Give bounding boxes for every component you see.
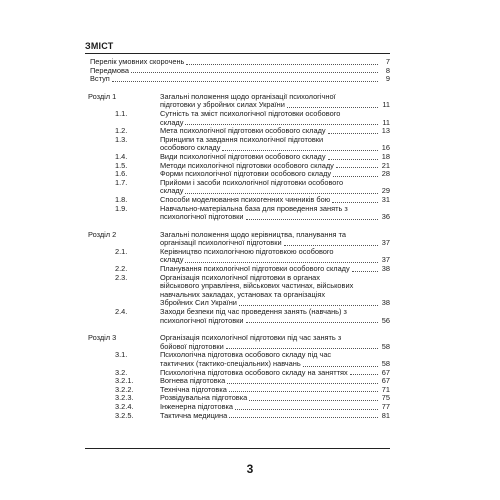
toc-page-number: 58 [381,359,390,368]
toc-entry[interactable] [85,136,390,153]
toc-page-number: 67 [381,367,390,377]
toc-entry-title: Вогнева підготовка [160,376,226,386]
toc-page-number: 18 [381,151,390,161]
toc-entry-title: Загальні положення щодо керівництва, планування та [160,229,347,239]
dot-leader [229,391,378,392]
dot-leader [284,245,378,246]
section-number: 3.2. [115,367,128,377]
toc-entry-title: Організація психологічної підготовки під час занять з [160,333,342,343]
toc-entry-title: Форми психологічної підготовки особового складу [160,169,332,179]
toc-entry[interactable] [85,93,390,110]
toc-entry[interactable] [85,248,390,265]
toc-page-number: 37 [381,238,390,248]
toc-entry[interactable] [85,67,390,76]
toc-page-number: 36 [381,212,390,222]
toc-entry-title: Психологічна підготовка особового складу під час [160,350,332,360]
section-number: 1.7. [115,177,128,187]
toc-page-number: 7 [385,57,390,66]
toc-entry-title: Види психологічної підготовки особового складу [160,151,326,161]
toc-entry-title: Вступ [90,74,110,84]
toc-entry-title: Навчально-матеріальна база для проведення занять з [160,203,348,213]
dot-leader [222,150,378,151]
toc-page-number: 67 [381,376,390,386]
toc-entry[interactable] [85,179,390,196]
toc-page-number: 81 [381,410,390,420]
toc-entry-title: Заходи безпеки під час проведення занять (навчань) з [160,307,347,317]
dot-leader [239,305,378,306]
toc-entry-title: Сутність та зміст психологічної підготовки особового [160,108,341,118]
chapter-number: Розділ 1 [88,91,117,101]
section-number: 1.2. [115,126,128,136]
toc-entry-title: Прийоми і засоби психологічної підготовки особового [160,177,344,187]
toc-entry-title: Планування психологічної підготовки особового складу [160,264,350,274]
dot-leader [131,72,378,73]
section-number: 1.9. [115,203,128,213]
section-number: 1.5. [115,160,128,170]
toc-entry-title: Передмова [90,65,129,75]
toc-page-number: 8 [385,65,390,75]
dot-leader [350,374,378,375]
section-number: 3.2.3. [115,393,134,403]
toc-page-number: 71 [381,384,390,394]
toc-entry-title: Перелік умовних скорочень [90,57,185,66]
dot-leader [185,262,378,263]
toc-page-number: 38 [381,298,390,308]
toc-entry[interactable] [85,231,390,248]
dot-leader [235,409,378,410]
section-number: 3.2.5. [115,410,134,420]
toc-entry[interactable] [85,308,390,325]
toc-page-number: 11 [382,100,390,110]
toc-entry-title: тактичних (тактико-спеціальних) навчань [160,359,301,368]
dot-leader [112,81,378,82]
section-number: 2.2. [115,264,128,274]
page-number: 3 [246,462,254,476]
toc-page-number: 9 [385,74,390,84]
toc-entry[interactable] [85,205,390,222]
section-number: 1.8. [115,194,128,204]
toc-entry[interactable] [85,75,390,84]
toc-entry-title: Способи моделювання психогенних чинників бою [160,194,331,204]
toc-page-number: 75 [381,393,390,403]
toc-page-number: 56 [381,315,390,325]
section-number: 3.2.1. [115,376,134,386]
dot-leader [246,322,378,323]
toc-entry-title: Технічна підготовка [160,384,227,394]
toc-entry-title: Збройних Сил України [160,298,237,308]
toc-entry-title: складу [160,186,184,196]
dot-leader [332,202,378,203]
dot-leader [249,400,378,401]
dot-leader [352,271,378,272]
toc-entry-title: організації психологічної підготовки [160,238,282,248]
toc-page-number: 21 [381,160,390,170]
toc-entry-title: складу [160,117,184,127]
toc-page-number: 31 [381,194,390,204]
toc-page-number: 37 [381,255,390,265]
dot-leader [185,124,378,125]
toc-entry-title: Принципи та завдання психологічної підготовки [160,134,324,144]
toc-page-number: 28 [381,169,390,179]
toc-entry[interactable] [85,58,390,67]
section-number: 3.2.4. [115,401,134,411]
chapter-number: Розділ 2 [88,229,117,239]
toc-entry-title: Психологічна підготовка особового складу на заняттях [160,367,348,377]
toc-entry[interactable] [85,274,390,308]
toc-entry-title: Інженерна підготовка [160,401,234,411]
dot-leader [303,366,378,367]
toc-entry-title: Методи психологічної підготовки особового складу [160,160,334,170]
toc-entry-title: складу [160,255,184,265]
section-number: 1.1. [115,108,128,118]
toc-page-number: 38 [381,264,390,274]
toc-entry-title: психологічної підготовки [160,315,244,325]
bottom-divider [85,448,390,449]
toc-entry-title: Керівництво психологічною підготовкою особового [160,246,334,256]
toc-entry-title: Організація психологічної підготовки в органах [160,272,320,282]
dot-leader [333,176,378,177]
toc-entry[interactable] [85,412,390,421]
section-number: 3.1. [115,350,128,360]
chapter-number: Розділ 3 [88,333,117,343]
toc-entry[interactable] [85,110,390,127]
toc-entry-title: Розвідувальна підготовка [160,393,248,403]
toc-page-number: 29 [381,186,390,196]
top-divider [85,53,390,54]
toc-page-number: 16 [381,143,390,153]
dot-leader [336,167,378,168]
toc-entry-title: Мета психологічної підготовки особового складу [160,126,326,136]
toc-entry-title: психологічної підготовки [160,212,244,222]
toc-entry-title: особового складу [160,143,221,153]
page-title: ЗМІСТ [85,41,114,51]
section-number: 2.4. [115,307,128,317]
section-number: 1.6. [115,169,128,179]
toc-page-number: 77 [381,401,390,411]
toc-entry-title: підготовки у збройних силах України [160,100,285,110]
dot-leader [227,383,378,384]
toc-entry[interactable] [85,334,390,351]
section-number: 3.2.2. [115,384,134,394]
dot-leader [328,159,378,160]
toc-page-number: 13 [381,126,390,136]
toc-entry-title: військового управління, військових частинах, військових [160,281,354,291]
toc-entry-title: Тактична медицина [160,410,228,420]
dot-leader [246,219,378,220]
section-number: 1.3. [115,134,128,144]
toc-entry-title: Загальні положення щодо організації психологічної [160,91,336,101]
section-number: 1.4. [115,151,128,161]
dot-leader [226,348,378,349]
toc-entry-title: навчальних закладах, установах та організаціях [160,289,326,299]
dot-leader [229,417,378,418]
dot-leader [186,64,378,65]
toc-entry-title: бойової підготовки [160,341,224,351]
toc-page-number: 58 [381,341,390,351]
dot-leader [328,133,378,134]
toc-entry[interactable] [85,351,390,368]
section-number: 2.3. [115,272,128,282]
toc-page-number: 11 [382,117,390,127]
section-number: 2.1. [115,246,128,256]
dot-leader [287,107,378,108]
dot-leader [185,193,378,194]
table-of-contents [85,58,390,420]
